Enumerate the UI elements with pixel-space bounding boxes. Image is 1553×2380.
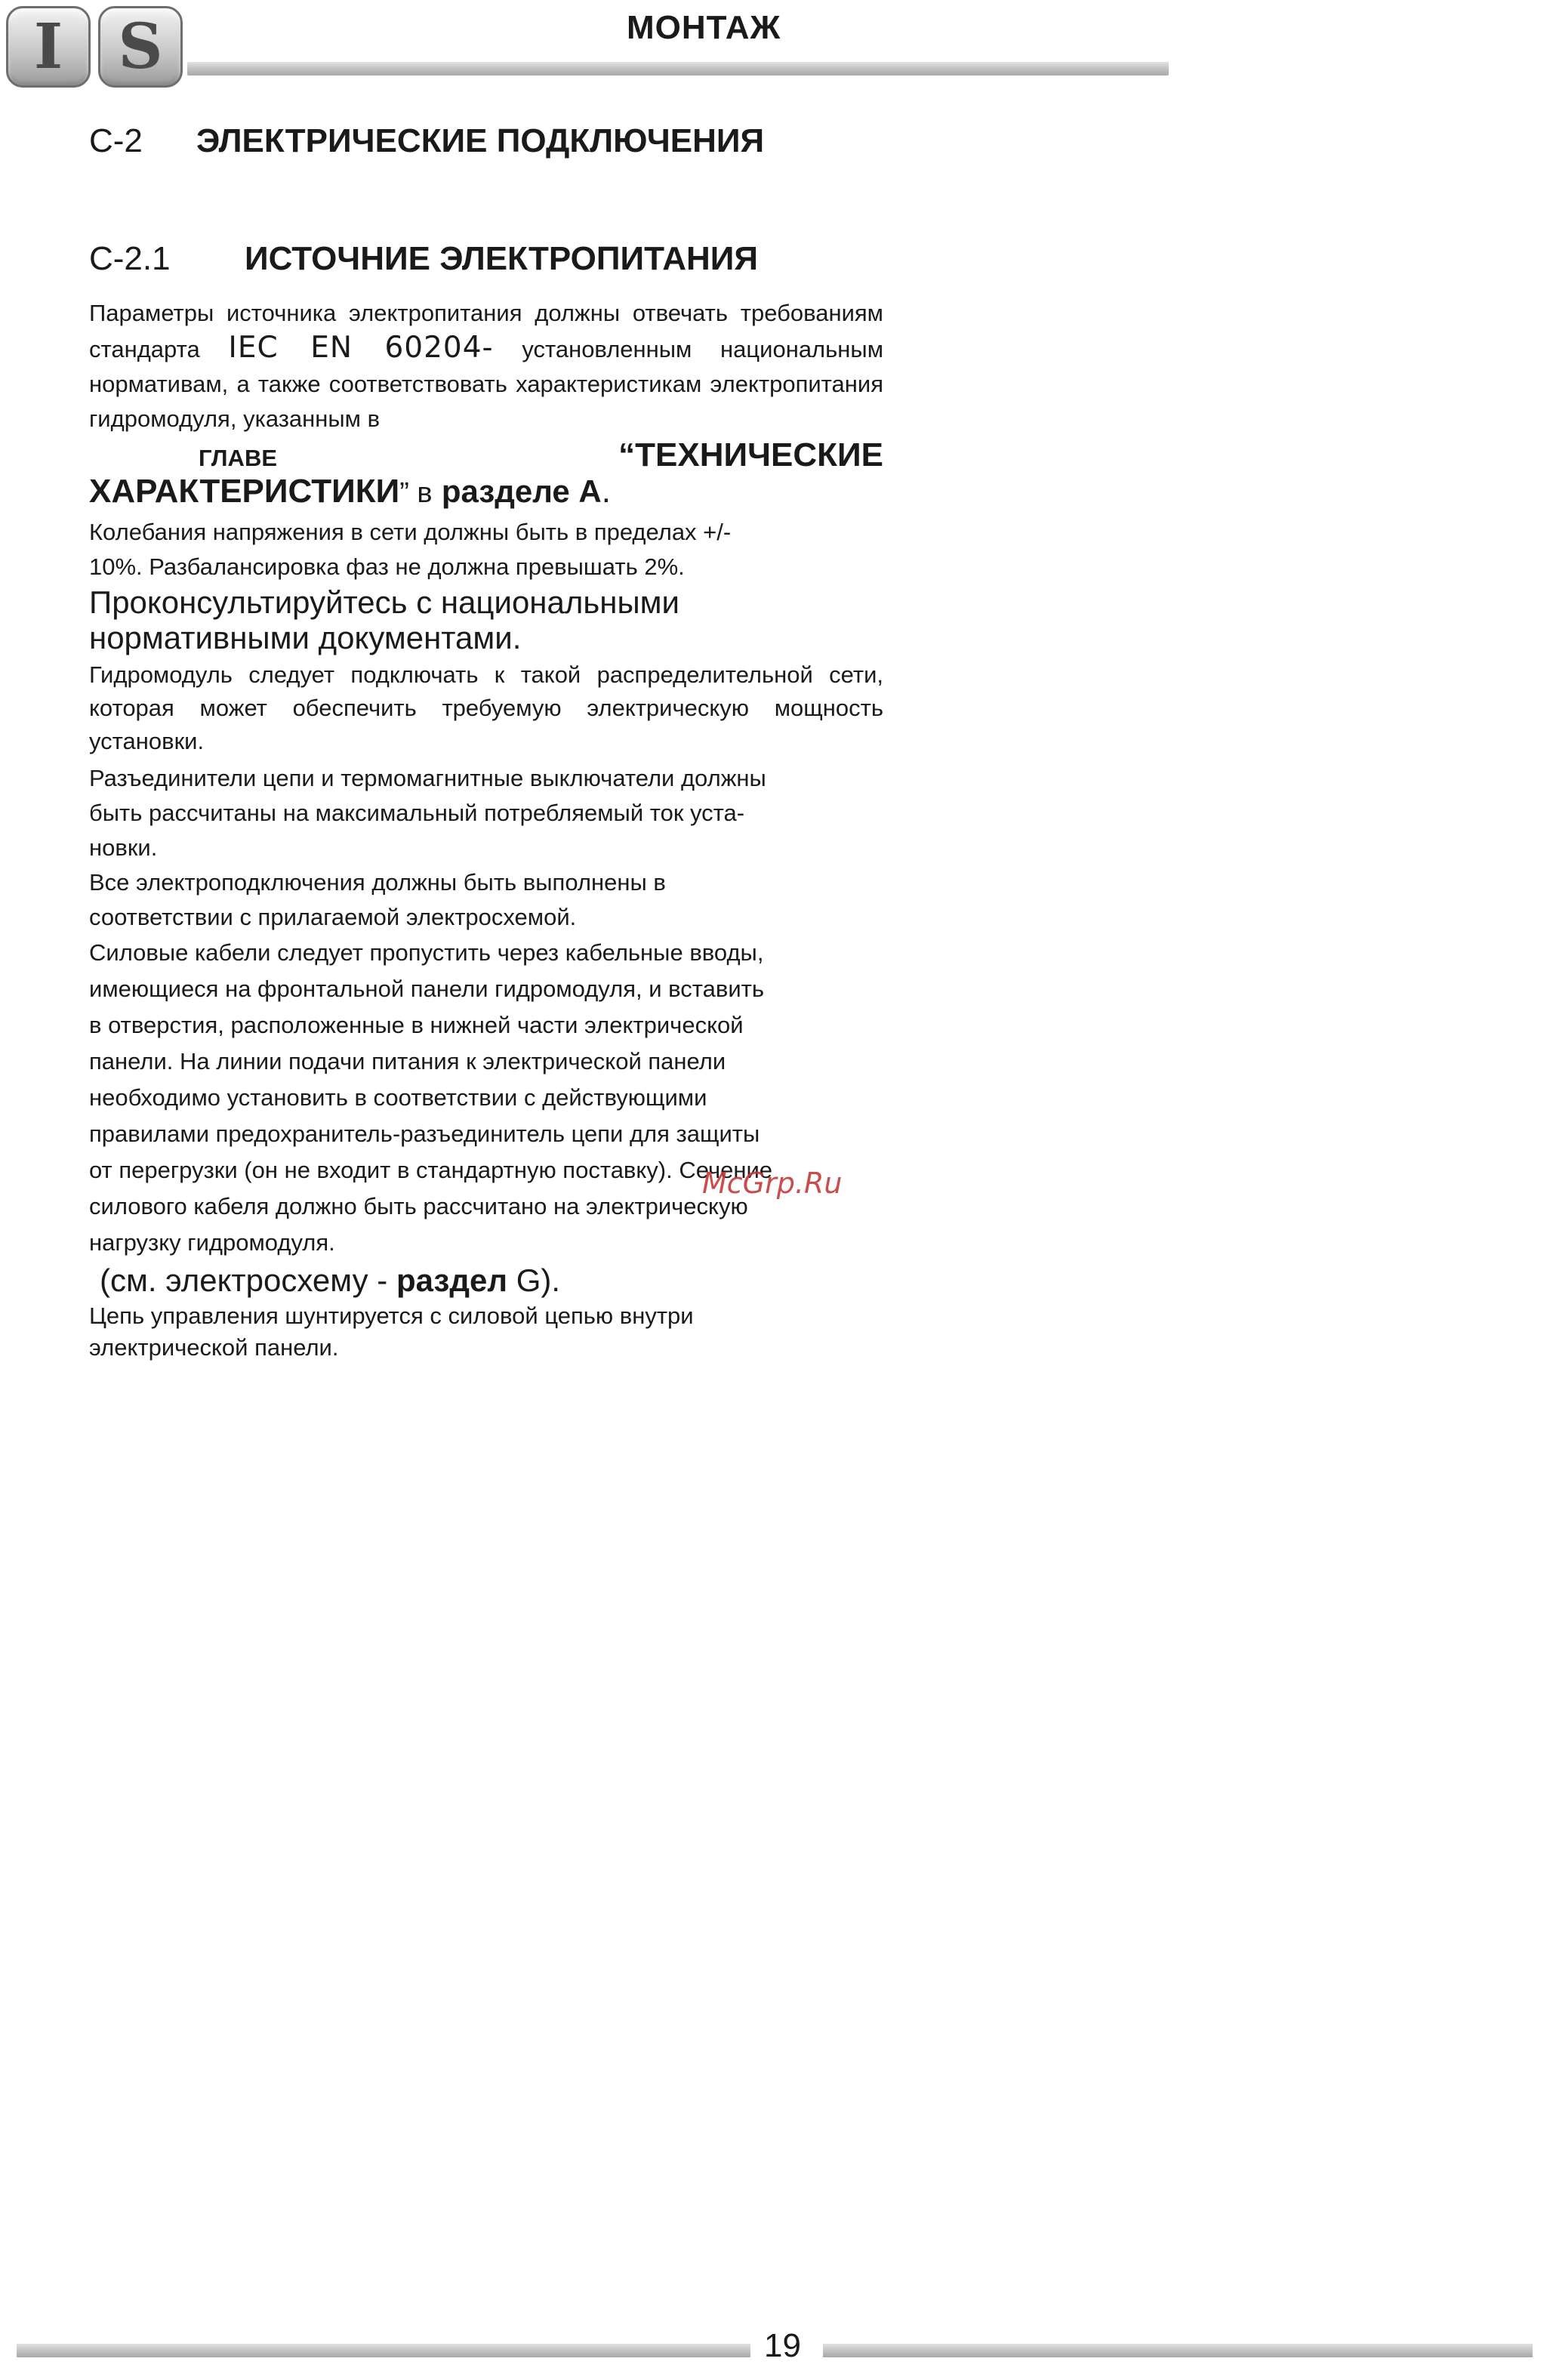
p7-line-3: в отверстия, расположенные в нижней части электрической (89, 1012, 744, 1038)
chapter-title-part2: ХАРАКТЕРИСТИКИ (89, 473, 400, 510)
section-number: C-2 (89, 122, 143, 159)
page-number: 19 (764, 2327, 801, 2364)
chapter-word: ГЛАВЕ (199, 445, 278, 471)
chapter-reference-line-2 (89, 473, 883, 512)
p3-line-1: Проконсультируйтесь с национальными (89, 584, 679, 620)
chapter-reference-line (89, 436, 883, 473)
logo-letter-i: I (33, 11, 63, 83)
p6-line-2: соответствии с прилагаемой электросхемой. (89, 904, 577, 930)
logo-tile-i (6, 6, 91, 88)
paragraph-control-circuit (89, 1300, 883, 1364)
paragraph-distribution-network: Гидромодуль следует подключать к такой распределительной сети, которая может обеспечить требуемую электрическую мощность установки. (89, 661, 883, 754)
p7-line-5: необходимо установить в соответствии с действующими (89, 1084, 707, 1111)
paragraph-see-diagram (89, 1261, 883, 1300)
p1-text-b: установленным национальным нормативам, а также соответствовать характеристикам электропитания гидромодуля, указанным в (89, 336, 884, 432)
p7-line-7: от перегрузки (он не входит в стандартную поставку). Сечение (89, 1157, 773, 1183)
logo (6, 6, 183, 88)
p7-line-6: правилами предохранитель-разъединитель цепи для защиты (89, 1121, 760, 1147)
paragraph-power-cables (89, 935, 883, 1261)
p5-line-2: быть рассчитаны на максимальный потребляемый ток уста- (89, 800, 745, 826)
quote-in: ” в (399, 477, 433, 509)
footer-divider-bar-left (17, 2344, 750, 2357)
p7-line-1: Силовые кабели следует пропустить через кабельные вводы, (89, 939, 764, 966)
subsection-heading (89, 240, 758, 278)
section-heading (89, 122, 764, 160)
section-title: ЭЛЕКТРИЧЕСКИЕ ПОДКЛЮЧЕНИЯ (196, 122, 765, 159)
p9-line-1: Цепь управления шунтируется с силовой цепью внутри (89, 1303, 694, 1329)
p3-line-2: нормативными документами. (89, 620, 522, 655)
logo-tile-s (98, 6, 183, 88)
paragraph-circuit-breakers (89, 761, 883, 865)
paragraph-wiring-diagram (89, 865, 883, 935)
p7-line-2: имеющиеся на фронтальной панели гидромодуля, и вставить (89, 976, 765, 1002)
p1-text-a: Параметры источника электропитания должны отвечать требованиям стандарта (89, 300, 883, 362)
subsection-number: C-2.1 (89, 240, 171, 277)
standard-reference: IEC EN 60204- (228, 331, 494, 365)
paragraph-power-parameters (89, 296, 883, 436)
section-g-reference: раздел (396, 1262, 508, 1298)
period: . (601, 473, 611, 510)
p8-text-b: G). (507, 1262, 561, 1298)
p7-line-8: силового кабеля должно быть рассчитано на электрическую (89, 1193, 748, 1219)
section-a-reference: разделе А (441, 473, 602, 509)
p9-line-2: электрической панели. (89, 1334, 339, 1361)
header-divider-bar (187, 62, 1169, 76)
paragraph-consult-standards (89, 584, 883, 655)
paragraph-voltage-fluctuation (89, 515, 883, 584)
p2-line-2: 10%. Разбалансировка фаз не должна превышать 2%. (89, 553, 685, 580)
p7-line-4: панели. На линии подачи питания к электрической панели (89, 1048, 726, 1074)
document-body (89, 296, 883, 1364)
page-title: МОНТАЖ (627, 9, 781, 46)
p8-text-a: (см. электросхему - (100, 1262, 396, 1298)
p5-line-1: Разъединители цепи и термомагнитные выключатели должны (89, 765, 766, 791)
logo-letter-s: S (118, 11, 163, 83)
p7-line-9: нагрузку гидромодуля. (89, 1229, 335, 1256)
watermark: McGrp.Ru (702, 1167, 843, 1200)
p2-line-1: Колебания напряжения в сети должны быть в пределах +/- (89, 519, 732, 545)
chapter-title-part1: “ТЕХНИЧЕСКИЕ (618, 436, 883, 473)
footer-divider-bar-right (823, 2344, 1533, 2357)
p6-line-1: Все электроподключения должны быть выполнены в (89, 869, 666, 896)
subsection-title: ИСТОЧНИЕ ЭЛЕКТРОПИТАНИЯ (245, 240, 759, 277)
p5-line-3: новки. (89, 834, 158, 861)
